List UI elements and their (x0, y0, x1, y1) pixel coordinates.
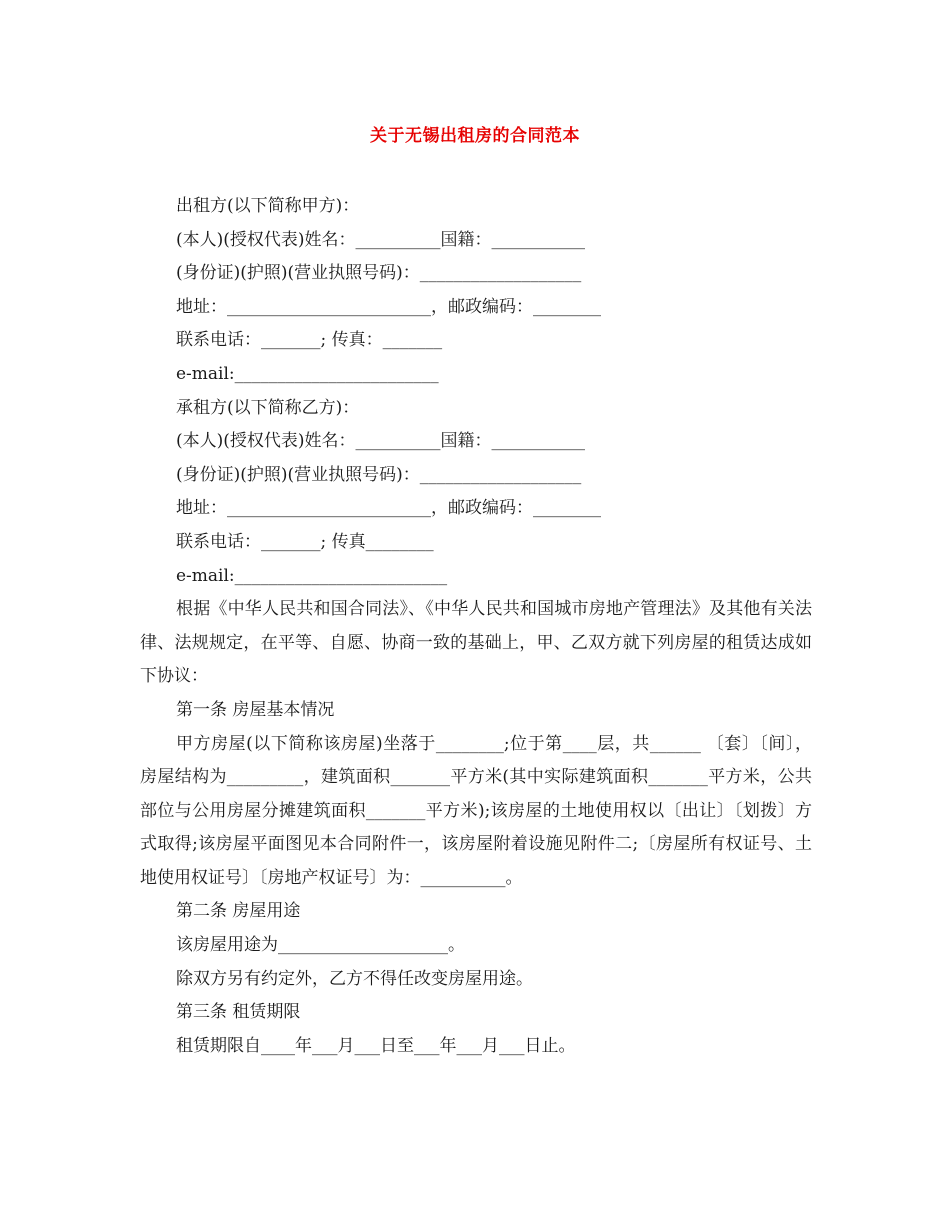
document-title: 关于无锡出租房的合同范本 (370, 126, 580, 146)
article-1-heading: 第一条 房屋基本情况 (176, 699, 335, 720)
article-1-paragraph: 甲方房屋(以下简称该房屋)坐落于________;位于第____层，共______ 〔套〕〔间〕，房屋结构为_________，建筑面积_______平方米(其中实际建筑面积_______平方米，公共部位与公用房屋分摊建筑面积_______平方米);该房屋的土地使用权以〔出让〕〔划拨〕方式取得;该房屋平面图见本合同附件一，该房屋附着设施见附件二;〔房屋所有权证号、土地使用权证号〕〔房地产权证号〕为：__________。 (140, 733, 812, 888)
lessor-address-line: 地址：________________________，邮政编码：________ (176, 296, 601, 317)
article-3-term-line: 租赁期限自____年___月___日至___年___月___日止。 (176, 1035, 576, 1056)
lessee-id-line: (身份证)(护照)(营业执照号码)：___________________ (176, 464, 582, 485)
lessor-heading: 出租方(以下简称甲方)： (176, 196, 360, 216)
article-2-use-line: 该房屋用途为____________________。 (176, 935, 465, 956)
lessee-email-line: e-mail:_________________________ (176, 565, 448, 586)
lessor-id-line: (身份证)(护照)(营业执照号码)：___________________ (176, 263, 582, 284)
lessor-email-line: e-mail:________________________ (176, 363, 439, 384)
document-body (140, 190, 812, 1063)
preamble-paragraph: 根据《中华人民共和国合同法》、《中华人民共和国城市房地产管理法》及其他有关法律、法规规定，在平等、自愿、协商一致的基础上，甲、乙双方就下列房屋的租赁达成如下协议： (140, 599, 812, 687)
article-2-heading: 第二条 房屋用途 (176, 901, 301, 922)
lessee-phone-line: 联系电话：_______; 传真________ (176, 531, 434, 552)
lessor-name-line: (本人)(授权代表)姓名：__________国籍：___________ (176, 229, 586, 250)
lessee-heading: 承租方(以下简称乙方)： (176, 397, 360, 418)
article-2-restriction: 除双方另有约定外，乙方不得任改变房屋用途。 (176, 968, 533, 989)
article-3-heading: 第三条 租赁期限 (176, 1002, 301, 1023)
lessor-phone-line: 联系电话：_______; 传真：_______ (176, 330, 443, 351)
lessee-address-line: 地址：________________________，邮政编码：________ (176, 498, 601, 519)
lessee-name-line: (本人)(授权代表)姓名：__________国籍：___________ (176, 431, 586, 452)
